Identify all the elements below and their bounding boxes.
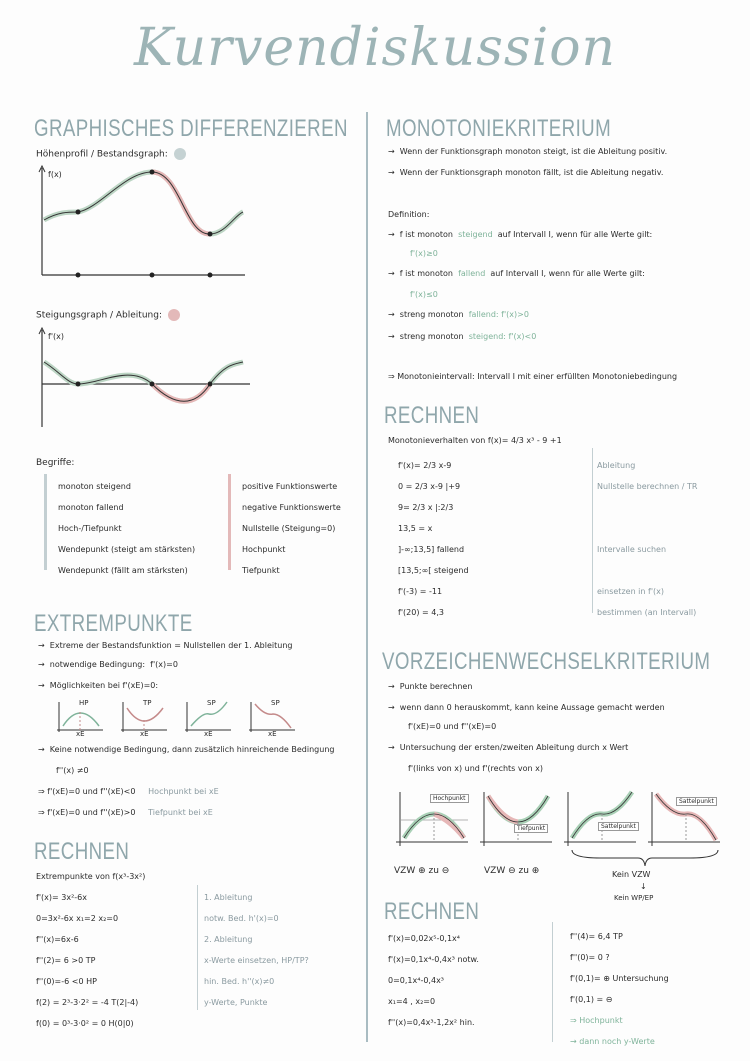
heading-rechnen-3: RECHNEN <box>384 898 480 925</box>
calc-row: f''(x)=6x-6 <box>36 935 79 944</box>
calc-row: f'(x)=0,1x⁴-0,4x³ notw. <box>388 955 479 964</box>
calc-note: einsetzen in f'(x) <box>597 587 665 596</box>
calc-note: 2. Ableitung <box>204 935 253 944</box>
calc-row: [13,5;∞[ steigend <box>398 566 469 575</box>
vzw-line-1: → Punkte berechnen <box>388 682 473 691</box>
rechnen3-left <box>388 928 479 1033</box>
terms-bar-left <box>44 474 47 570</box>
calc-note: x-Werte einsetzen, HP/TP? <box>204 956 309 965</box>
red-dot-icon <box>168 309 180 321</box>
heading-extrempunkte: EXTREMPUNKTE <box>34 610 193 637</box>
calc-row: f(0) = 0³-3·0² = 0 H(0|0) <box>36 1019 134 1028</box>
calc-row: f''(x)=0,4x³-1,2x² hin. <box>388 1018 475 1027</box>
calc-row: f(2) = 2³-3·2² = -4 T(2|-4) <box>36 998 139 1007</box>
calc-row: f'(0,1)= ⊕ Untersuchung <box>570 974 669 983</box>
calc-row: Extrempunkte von f(x³-3x²) <box>36 872 146 881</box>
calc-note: 1. Ableitung <box>204 893 253 902</box>
heading-monotonie: MONOTONIEKRITERIUM <box>386 115 612 142</box>
calc-note: Ableitung <box>597 461 636 470</box>
calc-note: y-Werte, Punkte <box>204 998 268 1007</box>
kein-wp: Kein WP/EP <box>614 894 654 902</box>
term-item: negative Funktionswerte <box>242 503 341 512</box>
vzw-line-3: f'(xE)=0 und f''(xE)=0 <box>408 722 497 731</box>
arrow-down-icon: ↓ <box>640 882 647 891</box>
rechnen2-divider <box>592 448 593 613</box>
calc-row: f'(x)=0,02x⁵-0,1x⁴ <box>388 934 460 943</box>
page-title: Kurvendiskussion <box>133 18 617 78</box>
vzw-line-5: f'(links von x) und f'(rechts von x) <box>408 764 543 773</box>
extrem-line-7: ⇒ f'(xE)=0 und f''(xE)>0 Tiefpunkt bei xE <box>38 808 213 817</box>
icon-label: TP <box>143 699 152 707</box>
calc-row: f'(20) = 4,3 <box>398 608 444 617</box>
term-item: Wendepunkt (steigt am stärksten) <box>58 545 196 554</box>
chart-label: Tiefpunkt <box>514 824 548 833</box>
heading-rechnen-2: RECHNEN <box>384 402 480 429</box>
extrem-line-3: → Möglichkeiten bei f'(xE)=0: <box>38 681 159 690</box>
term-item: Hoch-/Tiefpunkt <box>58 524 122 533</box>
vzw-result-2: VZW ⊖ zu ⊕ <box>484 866 540 876</box>
calc-row: f''(4)= 6,4 TP <box>570 932 623 941</box>
extrem-line-5: f''(x) ≠0 <box>56 766 89 775</box>
rechnen2-intro: Monotonieverhalten von f(x)= 4/3 x³ - 9 +1 <box>388 436 562 445</box>
column-divider <box>366 112 368 1042</box>
terms-left-list <box>58 476 195 581</box>
icon-label: HP <box>79 699 89 707</box>
calc-row: x₁=4 , x₂=0 <box>388 997 436 1006</box>
calc-note: Intervalle suchen <box>597 545 667 554</box>
def-line-2: → f ist monoton fallend auf Intervall I, wenn für alle Werte gilt: <box>388 269 645 278</box>
rechnen1-divider <box>197 885 198 1010</box>
calc-note: notw. Bed. h'(x)=0 <box>204 914 279 923</box>
rechnen1-left <box>36 866 145 1034</box>
heading-vzw: VORZEICHENWECHSELKRITERIUM <box>382 648 711 675</box>
def-line-4: → streng monoton steigend: f'(x)<0 <box>388 332 537 341</box>
calc-row: f''(0)= 0 ? <box>570 953 610 962</box>
vzw-result-1: VZW ⊕ zu ⊖ <box>394 866 450 876</box>
xe-label: xE <box>204 730 213 738</box>
xe-label: xE <box>268 730 277 738</box>
terms-bar-right <box>228 474 231 570</box>
extrem-line-6: ⇒ f'(xE)=0 und f''(xE)<0 Hochpunkt bei xE <box>38 787 219 796</box>
fx-label: f(x) <box>48 170 62 179</box>
calc-row: 9= 2/3 x |:2/3 <box>398 503 454 512</box>
calc-row: f''(0)=-6 <0 HP <box>36 977 97 986</box>
xe-label: xE <box>76 730 85 738</box>
xe-label: xE <box>140 730 149 738</box>
chart-label: Sattelpunkt <box>676 797 717 806</box>
rechnen2-left <box>398 455 469 623</box>
bestand-graph <box>30 160 260 290</box>
def-cond-1: f'(x)≥0 <box>410 249 438 258</box>
definition-label: Definition: <box>388 210 430 219</box>
calc-row: f'(x)= 3x²-6x <box>36 893 87 902</box>
term-item: Wendepunkt (fällt am stärksten) <box>58 566 188 575</box>
terms-heading: Begriffe: <box>36 458 75 468</box>
calc-note: bestimmen (an Intervall) <box>597 608 697 617</box>
calc-row: → dann noch y-Werte <box>570 1037 655 1046</box>
monoton-line-2: → Wenn der Funktionsgraph monoton fällt, ist die Ableitung negativ. <box>388 168 664 177</box>
slope-label: Steigungsgraph / Ableitung: <box>36 309 180 321</box>
calc-note: hin. Bed. h''(x)≠0 <box>204 977 275 986</box>
calc-row: 13,5 = x <box>398 524 433 533</box>
calc-row: f''(2)= 6 >0 TP <box>36 956 96 965</box>
vzw-line-2: → wenn dann 0 herauskommt, kann keine Aussage gemacht werden <box>388 703 665 712</box>
term-item: monoton fallend <box>58 503 124 512</box>
calc-row: f'(x)= 2/3 x-9 <box>398 461 452 470</box>
calc-note <box>204 866 309 887</box>
icon-label: SP <box>207 699 216 707</box>
calc-row: ]-∞;13,5] fallend <box>398 545 465 554</box>
rechnen1-right <box>204 866 309 1013</box>
calc-row: f'(0,1) = ⊖ <box>570 995 613 1004</box>
icon-label: SP <box>271 699 280 707</box>
extrem-line-2: → notwendige Bedingung: f'(x)=0 <box>38 660 178 669</box>
term-item: Hochpunkt <box>242 545 286 554</box>
chart-label: Hochpunkt <box>430 794 469 803</box>
calc-note <box>597 497 697 518</box>
calc-row: ⇒ Hochpunkt <box>570 1016 623 1025</box>
def-line-3: → streng monoton fallend: f'(x)>0 <box>388 310 529 319</box>
terms-right-list <box>242 476 341 581</box>
brace-icon <box>570 848 720 868</box>
term-item: Nullstelle (Steigung=0) <box>242 524 336 533</box>
def-line-5: ⇒ Monotonieintervall: Intervall I mit einer erfüllten Monotoniebedingung <box>388 372 678 381</box>
heading-graph: GRAPHISCHES DIFFERENZIEREN <box>34 115 348 142</box>
term-item: monoton steigend <box>58 482 131 491</box>
rechnen3-right <box>570 926 669 1052</box>
def-line-1: → f ist monoton steigend auf Intervall I, wenn für alle Werte gilt: <box>388 230 653 239</box>
extrem-line-1: → Extreme der Bestandsfunktion = Nullstellen der 1. Ableitung <box>38 641 293 650</box>
chart-label: Sattelpunkt <box>598 822 639 831</box>
def-cond-2: f'(x)≤0 <box>410 290 438 299</box>
calc-row: 0=3x²-6x x₁=2 x₂=0 <box>36 914 119 923</box>
fpx-label: f'(x) <box>48 332 64 341</box>
calc-row: 0 = 2/3 x-9 |+9 <box>398 482 461 491</box>
monoton-line-1: → Wenn der Funktionsgraph monoton steigt, ist die Ableitung positiv. <box>388 147 668 156</box>
calc-row: 0=0,1x⁴-0,4x³ <box>388 976 445 985</box>
extrem-line-4: → Keine notwendige Bedingung, dann zusätzlich hinreichende Bedingung <box>38 745 335 754</box>
rechnen3-divider <box>552 922 553 1042</box>
term-item: positive Funktionswerte <box>242 482 338 491</box>
calc-note <box>597 518 697 539</box>
calc-note: Nullstelle berechnen / TR <box>597 482 698 491</box>
calc-row: f'(-3) = -11 <box>398 587 443 596</box>
vzw-line-4: → Untersuchung der ersten/zweiten Ableitung durch x Wert <box>388 743 629 752</box>
ableitung-graph <box>30 322 260 432</box>
heading-rechnen-1: RECHNEN <box>34 838 130 865</box>
term-item: Tiefpunkt <box>242 566 280 575</box>
green-dot-icon <box>174 148 186 160</box>
kein-vzw: Kein VZW <box>612 870 651 879</box>
profile-label: Höhenprofil / Bestandsgraph: <box>36 148 186 160</box>
calc-note <box>597 560 697 581</box>
rechnen2-right <box>597 455 697 623</box>
